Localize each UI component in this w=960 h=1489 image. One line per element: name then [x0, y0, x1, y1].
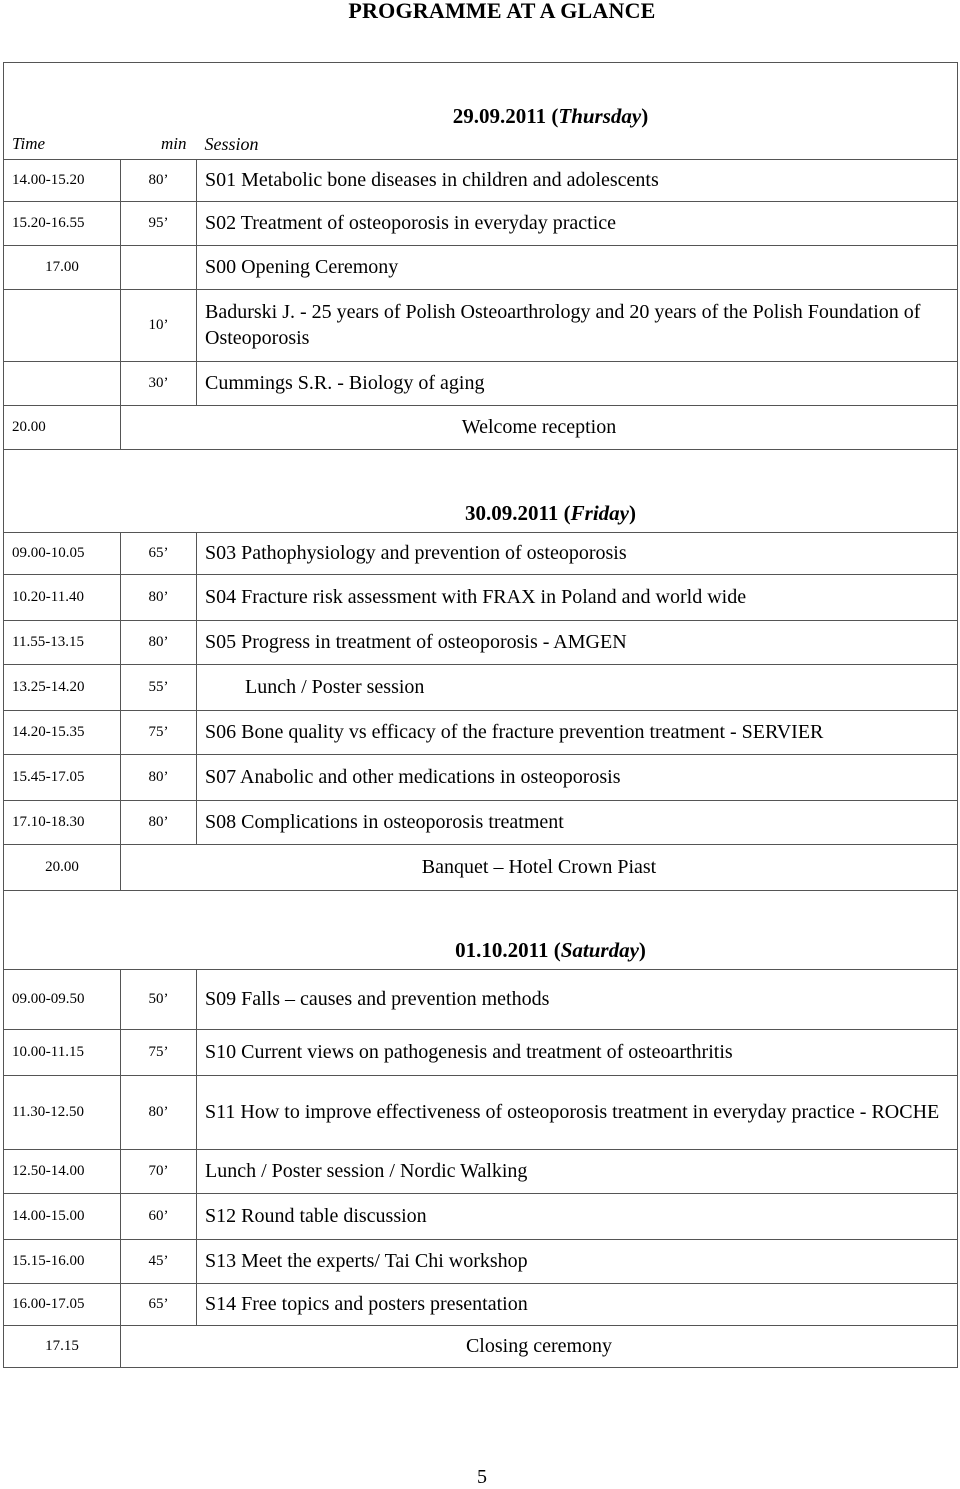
- day-heading-row: [4, 449, 958, 532]
- session-title: S10 Current views on pathogenesis and treatment of osteoarthritis: [197, 1029, 958, 1075]
- session-time: 15.15-16.00: [4, 1239, 121, 1283]
- page-number: 5: [477, 1466, 487, 1488]
- page-title: PROGRAMME AT A GLANCE: [348, 0, 656, 23]
- session-time: 17.00: [4, 245, 121, 289]
- day-date: 29.09.2011: [452, 104, 547, 128]
- session-minutes: 60’: [121, 1193, 197, 1239]
- session-title: Cummings S.R. - Biology of aging: [197, 361, 958, 405]
- session-time: 17.10-18.30: [4, 800, 121, 844]
- session-minutes: 80’: [121, 159, 197, 201]
- session-row: [4, 289, 958, 361]
- session-title: S13 Meet the experts/ Tai Chi workshop: [197, 1239, 958, 1283]
- session-time: 11.55-13.15: [4, 620, 121, 664]
- session-time: 09.00-09.50: [4, 969, 121, 1029]
- day-heading: 29.09.2011 (Thursday): [4, 63, 958, 130]
- session-row: [4, 710, 958, 754]
- header-min: min: [161, 133, 187, 153]
- session-title: S04 Fracture risk assessment with FRAX in Poland and world wide: [197, 574, 958, 620]
- day-heading-row: [4, 63, 958, 130]
- header-session: Session: [197, 129, 958, 159]
- session-time: [4, 289, 121, 361]
- day-heading: 01.10.2011 (Saturday): [4, 890, 958, 969]
- session-time: 10.20-11.40: [4, 574, 121, 620]
- session-title: S03 Pathophysiology and prevention of osteoporosis: [197, 532, 958, 574]
- session-title: S08 Complications in osteoporosis treatment: [197, 800, 958, 844]
- event-title: Closing ceremony: [121, 1325, 958, 1367]
- event-title: Welcome reception: [121, 405, 958, 449]
- session-row: [4, 1075, 958, 1149]
- session-row: [4, 754, 958, 800]
- session-title: S07 Anabolic and other medications in osteoporosis: [197, 754, 958, 800]
- event-row: [4, 844, 958, 890]
- session-title: Badurski J. - 25 years of Polish Osteoarthrology and 20 years of the Polish Foundation of Osteoporosis: [197, 289, 958, 361]
- event-row: [4, 1325, 958, 1367]
- session-title: S11 How to improve effectiveness of osteoporosis treatment in everyday practice - ROCHE: [197, 1075, 958, 1149]
- session-row: [4, 1283, 958, 1325]
- session-title: Lunch / Poster session / Nordic Walking: [197, 1149, 958, 1193]
- session-minutes: 70’: [121, 1149, 197, 1193]
- session-minutes: 50’: [121, 969, 197, 1029]
- session-row: [4, 1029, 958, 1075]
- session-title: S14 Free topics and posters presentation: [197, 1283, 958, 1325]
- session-minutes: 75’: [121, 710, 197, 754]
- day-date: 01.10.2011: [455, 937, 549, 962]
- session-row: [4, 574, 958, 620]
- programme-table: [3, 62, 958, 1368]
- session-time: 13.25-14.20: [4, 664, 121, 710]
- session-row: [4, 664, 958, 710]
- session-title: S01 Metabolic bone diseases in children and adolescents: [197, 159, 958, 201]
- session-row: [4, 532, 958, 574]
- session-minutes: 30’: [121, 361, 197, 405]
- session-row: [4, 1193, 958, 1239]
- session-row: [4, 159, 958, 201]
- session-title: S06 Bone quality vs efficacy of the fracture prevention treatment - SERVIER: [197, 710, 958, 754]
- session-time: 15.20-16.55: [4, 201, 121, 245]
- session-minutes: [121, 245, 197, 289]
- day-date: 30.09.2011: [465, 500, 559, 525]
- session-row: [4, 201, 958, 245]
- event-time: 20.00: [4, 844, 121, 890]
- session-time: 14.00-15.00: [4, 1193, 121, 1239]
- session-time: 16.00-17.05: [4, 1283, 121, 1325]
- session-title: Lunch / Poster session: [197, 664, 958, 710]
- event-time: 17.15: [4, 1325, 121, 1367]
- session-title: S12 Round table discussion: [197, 1193, 958, 1239]
- session-title: S05 Progress in treatment of osteoporosis - AMGEN: [197, 620, 958, 664]
- session-time: 09.00-10.05: [4, 532, 121, 574]
- header-time: Time: [4, 129, 121, 159]
- session-time: 14.20-15.35: [4, 710, 121, 754]
- session-minutes: 80’: [121, 754, 197, 800]
- event-row: [4, 405, 958, 449]
- session-title: S02 Treatment of osteoporosis in everyday practice: [197, 201, 958, 245]
- column-header-row: [4, 129, 958, 159]
- session-time: [4, 361, 121, 405]
- session-minutes: 80’: [121, 574, 197, 620]
- session-minutes: 65’: [121, 532, 197, 574]
- session-minutes: 95’: [121, 201, 197, 245]
- session-row: [4, 969, 958, 1029]
- day-weekday: Friday: [570, 500, 629, 525]
- session-minutes: 80’: [121, 620, 197, 664]
- session-minutes: 55’: [121, 664, 197, 710]
- session-row: [4, 245, 958, 289]
- session-minutes: 75’: [121, 1029, 197, 1075]
- session-minutes: 45’: [121, 1239, 197, 1283]
- session-row: [4, 620, 958, 664]
- day-heading: 30.09.2011 (Friday): [4, 449, 958, 532]
- session-title: S00 Opening Ceremony: [197, 245, 958, 289]
- session-minutes: 10’: [121, 289, 197, 361]
- day-weekday: Saturday: [560, 937, 639, 962]
- session-title: S09 Falls – causes and prevention methods: [197, 969, 958, 1029]
- event-title: Banquet – Hotel Crown Piast: [121, 844, 958, 890]
- session-time: 15.45-17.05: [4, 754, 121, 800]
- session-row: [4, 800, 958, 844]
- session-row: [4, 1239, 958, 1283]
- session-minutes: 80’: [121, 800, 197, 844]
- session-row: [4, 1149, 958, 1193]
- session-time: 12.50-14.00: [4, 1149, 121, 1193]
- day-heading-row: [4, 890, 958, 969]
- session-row: [4, 361, 958, 405]
- event-time: 20.00: [4, 405, 121, 449]
- session-minutes: 65’: [121, 1283, 197, 1325]
- session-time: 14.00-15.20: [4, 159, 121, 201]
- session-time: 11.30-12.50: [4, 1075, 121, 1149]
- day-weekday: Thursday: [558, 104, 642, 128]
- session-time: 10.00-11.15: [4, 1029, 121, 1075]
- session-minutes: 80’: [121, 1075, 197, 1149]
